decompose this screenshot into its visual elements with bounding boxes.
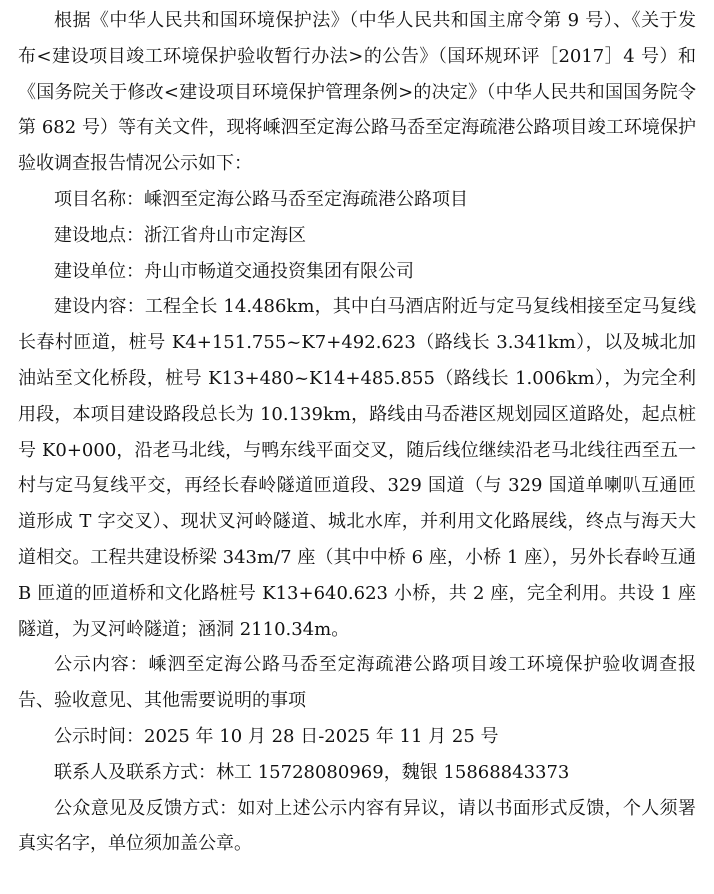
construction-content-paragraph: 建设内容：工程全长 14.486km，其中白马酒店附近与定马复线相接至定马复线长春村匝道，桩号 K4+151.755~K7+492.623（路线长 3.341km），以及城北加油站至文化桥段，桩号 K13+480~K14+485.855（路线长 1.006km），为完全利用段，本项目建设路段总长为 10.139km，路线由马岙港区规划园区道路处，起点桩号 K0+000，沿老马北线，与鸭东线平面交叉，随后线位继续沿老马北线往西至五一村与定马复线平交，再经长春岭隧道匝道段、329 国道（与 329 国道单喇叭互通匝道形成 T 字交叉）、现状叉河岭隧道、城北水库，并利用文化路展线，终点与海天大道相交。工程共建设桥梁 343m/7 座（其中中桥 6 座，小桥 1 座），另外长春岭互通 B 匝道的匝道桥和文化路桩号 K13+640.623 小桥，共 2 座，完全利用。共设 1 座隧道，为叉河岭隧道；涵洞 2110.34m。: [18, 296, 696, 640]
feedback-paragraph: 公众意见及反馈方式：如对上述公示内容有异议，请以书面形式反馈，个人须署真实名字，单位须加盖公章。: [18, 797, 696, 855]
publicity-content-paragraph: 公示内容：嵊泗至定海公路马岙至定海疏港公路项目竣工环境保护验收调查报告、验收意见、其他需要说明的事项: [18, 654, 696, 712]
publicity-time-paragraph: 公示时间：2025 年 10 月 28 日-2025 年 11 月 25 号: [54, 725, 499, 747]
intro-paragraph: 根据《中华人民共和国环境保护法》（中华人民共和国主席令第 9 号）、《关于发布<建设项目竣工环境保护验收暂行办法>的公告》（国环规环评［2017］4 号）和《国务院关于修改<建设项目环境保护管理条例>的决定》（中华人民共和国国务院令第 682 号）等有关文件，现将嵊泗至定海公路马岙至定海疏港公路项目竣工环境保护验收调查报告情况公示如下：: [18, 10, 696, 175]
construction-site-paragraph: 建设地点：浙江省舟山市定海区: [54, 224, 306, 246]
construction-unit-paragraph: 建设单位：舟山市畅道交通投资集团有限公司: [54, 260, 414, 282]
contact-paragraph: 联系人及联系方式：林工 15728080969，魏银 15868843373: [54, 761, 570, 783]
project-name-paragraph: 项目名称：嵊泗至定海公路马岙至定海疏港公路项目: [54, 188, 468, 210]
